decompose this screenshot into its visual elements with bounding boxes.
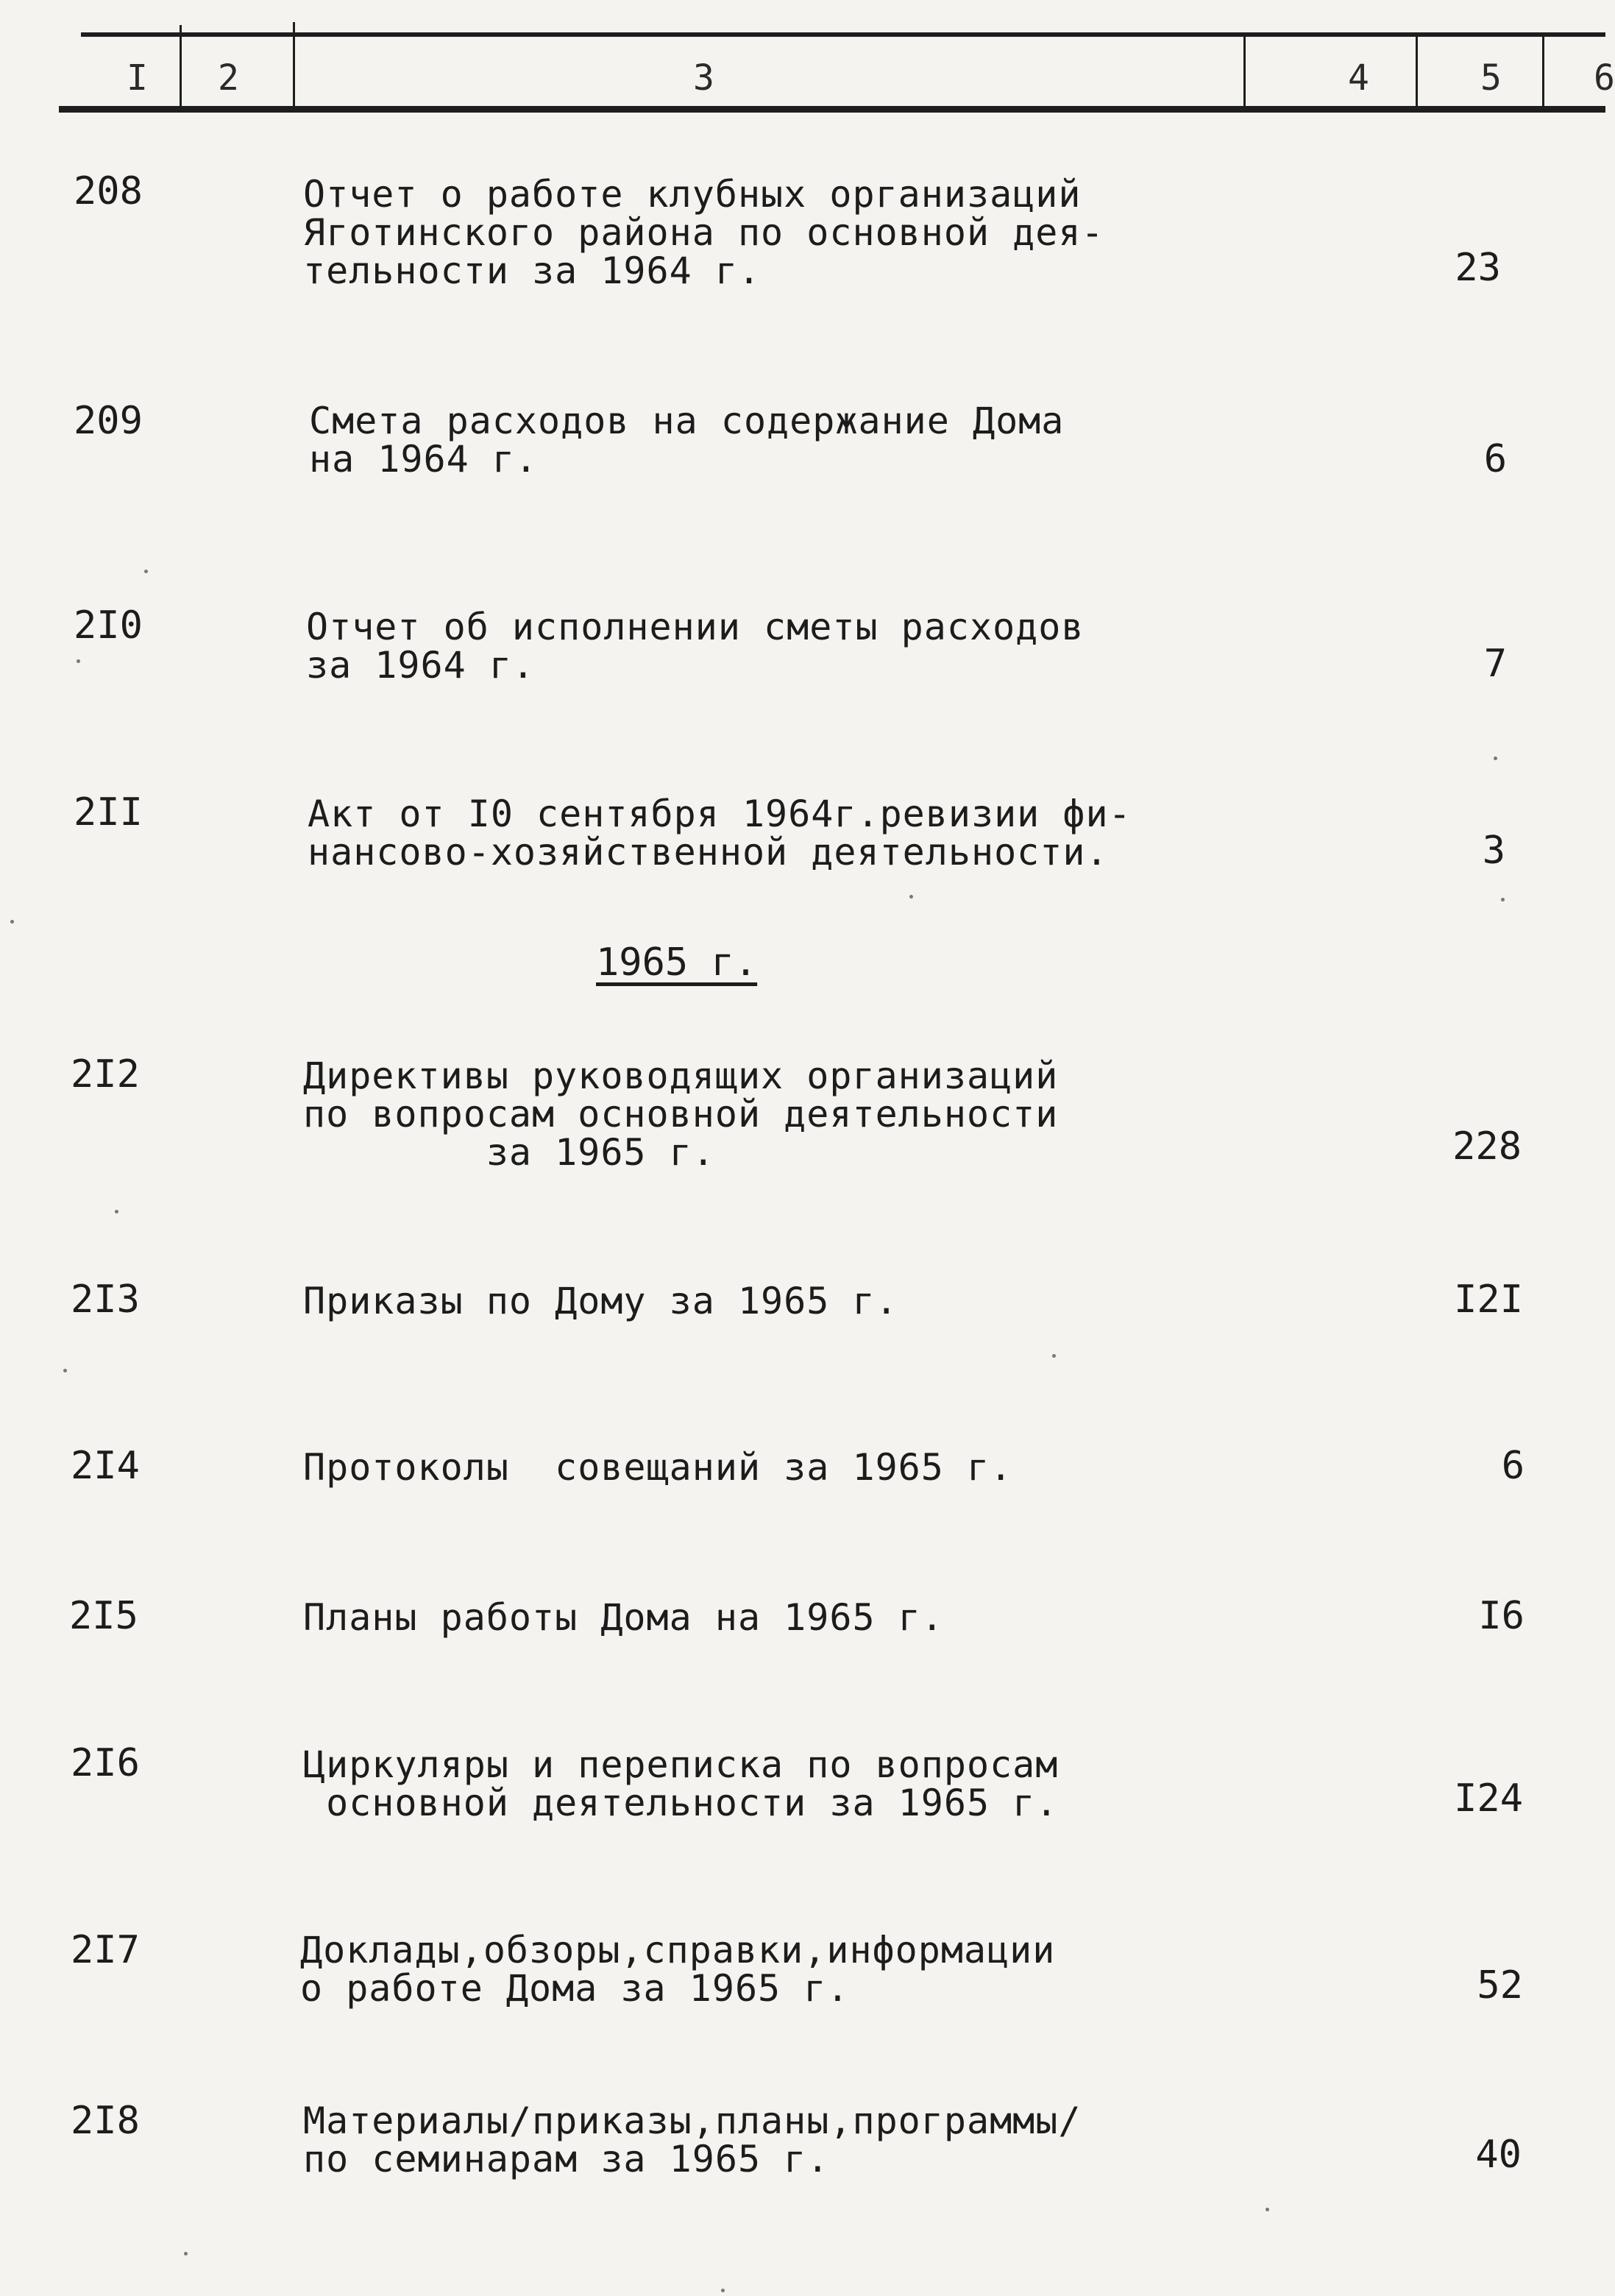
row-sheet-count: 52 [1477, 1963, 1523, 2008]
row-sheet-count: 23 [1455, 246, 1501, 290]
row-description: Смета расходов на содержание Дома на 1964 г. [309, 400, 1065, 481]
row-sheet-count: 40 [1475, 2133, 1522, 2177]
scan-speck [184, 2252, 188, 2256]
scan-speck [115, 1210, 118, 1213]
scan-speck [1501, 898, 1505, 901]
column-header-4: 4 [1348, 57, 1369, 99]
header-divider-1 [180, 25, 182, 110]
header-divider-5 [1542, 34, 1544, 110]
header-bottom-rule [59, 106, 1605, 113]
row-number: 2I8 [71, 2099, 140, 2143]
row-number: 2II [74, 790, 143, 835]
row-sheet-count: 7 [1483, 642, 1507, 686]
column-header-5: 5 [1480, 57, 1502, 99]
column-header-3: 3 [693, 57, 714, 99]
row-number: 2I0 [74, 603, 143, 648]
row-sheet-count: 6 [1501, 1444, 1525, 1488]
row-description: Протоколы совещаний за 1965 г. [303, 1446, 1013, 1489]
header-divider-3 [1243, 34, 1246, 110]
row-sheet-count: I24 [1454, 1776, 1523, 1821]
row-description: Акт от I0 сентября 1964г.ревизии фи- нансово-хозяйственной деятельности. [308, 793, 1132, 874]
row-number: 2I3 [71, 1278, 140, 1322]
scan-speck [909, 895, 913, 899]
row-description: Циркуляры и переписка по вопросам основной деятельности за 1965 г. [303, 1743, 1059, 1824]
row-number: 209 [74, 399, 143, 443]
column-header-2: 2 [218, 57, 239, 99]
row-number: 2I2 [71, 1052, 140, 1096]
header-top-rule [81, 32, 1605, 37]
row-sheet-count: 228 [1452, 1124, 1522, 1169]
row-number: 2I7 [71, 1928, 140, 1972]
column-header-6: 6 [1594, 57, 1615, 99]
row-number: 208 [74, 169, 143, 213]
scan-speck [1052, 1354, 1056, 1358]
scan-speck [63, 1369, 67, 1372]
row-description: Отчет о работе клубных организаций Яготинского района по основной дея- тельности за 1964 г. [303, 173, 1104, 292]
row-description: Директивы руководящих организаций по вопросам основной деятельности за 1965 г. [303, 1055, 1059, 1174]
row-description: Отчет об исполнении сметы расходов за 1964 г. [306, 606, 1085, 687]
row-description: Планы работы Дома на 1965 г. [303, 1596, 944, 1639]
header-divider-2 [293, 22, 295, 112]
header-divider-4 [1416, 34, 1418, 110]
row-description: Доклады,обзоры,справки,информации о работе Дома за 1965 г. [300, 1929, 1056, 2010]
row-description: Материалы/приказы,планы,программы/ по семинарам за 1965 г. [303, 2100, 1082, 2180]
row-number: 2I4 [71, 1444, 140, 1488]
section-year-heading: 1965 г. [596, 940, 758, 985]
scan-speck [144, 570, 148, 573]
column-header-1: I [127, 57, 148, 99]
row-sheet-count: I2I [1454, 1278, 1523, 1322]
row-number: 2I5 [69, 1594, 138, 1638]
row-description: Приказы по Дому за 1965 г. [303, 1280, 898, 1322]
row-sheet-count: 6 [1483, 437, 1507, 481]
scan-speck [1494, 757, 1497, 760]
row-sheet-count: I6 [1478, 1594, 1525, 1638]
scan-speck [721, 2289, 725, 2292]
scan-speck [10, 920, 14, 924]
row-number: 2I6 [71, 1741, 140, 1785]
scan-speck [77, 659, 80, 663]
row-sheet-count: 3 [1482, 829, 1505, 873]
scan-speck [1266, 2208, 1269, 2211]
